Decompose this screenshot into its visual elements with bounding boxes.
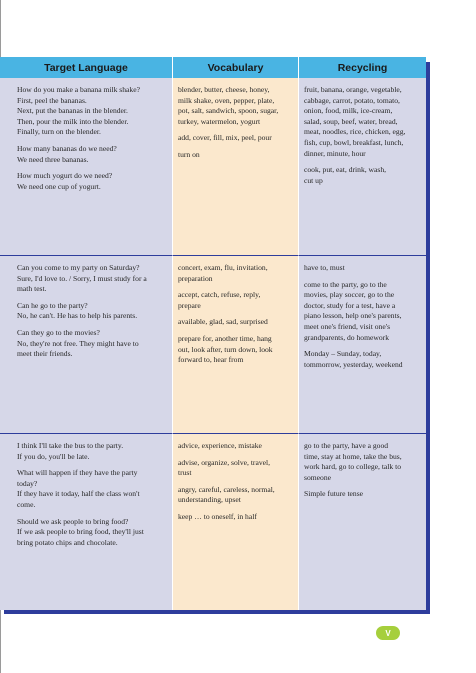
row-1-recycling <box>299 78 426 255</box>
text-line: trust <box>178 468 192 478</box>
text-line: Can they go to the movies? <box>17 327 100 337</box>
text-line: math test. <box>17 284 47 294</box>
table-shadow-right <box>426 62 430 614</box>
text-block <box>178 485 293 506</box>
row-2-recycling <box>299 255 426 433</box>
text-block <box>304 85 422 159</box>
text-line: No, he can't. He has to help his parents. <box>17 311 138 321</box>
text-line: salad, soup, beef, water, bread, <box>304 116 398 126</box>
text-block <box>178 512 293 523</box>
text-line: tommorrow, yesterday, weekend <box>304 359 403 369</box>
text-block <box>17 144 166 165</box>
text-block <box>178 441 293 452</box>
text-line: If they have it today, half the class won't <box>17 489 140 499</box>
header-recycling: Recycling <box>299 57 426 78</box>
text-line: Monday – Sunday, today, <box>304 349 382 359</box>
text-line: prepare <box>178 300 201 310</box>
text-line: Next, put the bananas in the blender. <box>17 106 128 116</box>
text-line: Simple future tense <box>304 489 364 499</box>
text-line: today? <box>17 478 38 488</box>
text-line: come. <box>17 499 36 509</box>
text-line: grandparents, do homework <box>304 332 389 342</box>
row-1-vocabulary <box>173 78 299 255</box>
text-block <box>17 468 166 510</box>
text-line: What will happen if they have the party <box>17 468 138 478</box>
text-line: have to, must <box>304 263 345 272</box>
text-line: cabbage, carrot, potato, tomato, <box>304 95 400 105</box>
text-block <box>17 301 166 322</box>
text-line: angry, careful, careless, normal, <box>178 484 275 494</box>
text-block <box>304 349 422 370</box>
text-line: meat, noodles, rice, chicken, egg, <box>304 127 406 137</box>
text-line: advise, organize, solve, travel, <box>178 457 271 467</box>
text-block <box>304 263 422 274</box>
text-line: Sure, I'd love to. / Sorry, I must study for a <box>17 273 147 283</box>
text-line: doctor, study for a test, have a <box>304 300 396 310</box>
text-block <box>178 150 293 161</box>
text-line: First, peel the bananas. <box>17 95 87 105</box>
text-line: We need one cup of yogurt. <box>17 181 101 191</box>
text-line: Can he go to the party? <box>17 300 88 310</box>
text-line: forward to, hear from <box>178 355 244 365</box>
text-line: add, cover, fill, mix, peel, pour <box>178 133 272 143</box>
page-number-badge: V <box>376 626 400 640</box>
table-shadow-bottom <box>4 610 430 614</box>
text-line: I think I'll take the bus to the party. <box>17 441 124 450</box>
text-block <box>17 441 166 462</box>
text-line: cut up <box>304 175 323 185</box>
text-line: cook, put, eat, drink, wash, <box>304 165 387 175</box>
text-line: Finally, turn on the blender. <box>17 127 101 137</box>
text-line: If we ask people to bring food, they'll just <box>17 527 144 537</box>
text-block <box>178 458 293 479</box>
text-line: We need three bananas. <box>17 154 89 164</box>
text-line: keep … to oneself, in half <box>178 511 257 521</box>
text-block <box>304 280 422 344</box>
text-line: fish, cup, bowl, breakfast, lunch, <box>304 137 404 147</box>
text-line: No, they're not free. They might have to <box>17 338 139 348</box>
text-line: accept, catch, refuse, reply, <box>178 290 261 300</box>
text-line: advice, experience, mistake <box>178 441 262 450</box>
text-line: go to the party, have a good <box>304 441 389 450</box>
text-line: Should we ask people to bring food? <box>17 516 129 526</box>
text-line: out, look after, turn down, look <box>178 344 273 354</box>
text-line: meet one's friend, visit one's <box>304 321 391 331</box>
text-line: available, glad, sad, surprised <box>178 317 268 327</box>
text-line: onion, food, milk, ice-cream, <box>304 106 393 116</box>
text-line: How many bananas do we need? <box>17 143 117 153</box>
text-block <box>178 334 293 366</box>
text-line: come to the party, go to the <box>304 279 387 289</box>
text-line: fruit, banana, orange, vegetable, <box>304 85 402 94</box>
text-line: understanding, upset <box>178 495 241 505</box>
text-line: someone <box>304 472 331 482</box>
header-vocabulary: Vocabulary <box>173 57 299 78</box>
text-line: movies, play soccer, go to the <box>304 290 395 300</box>
text-line: turkey, watermelon, yogurt <box>178 116 261 126</box>
text-line: Then, pour the milk into the blender. <box>17 116 129 126</box>
text-line: milk shake, oven, pepper, plate, <box>178 95 275 105</box>
text-block <box>178 290 293 311</box>
text-line: How much yogurt do we need? <box>17 171 113 181</box>
text-block <box>304 441 422 483</box>
text-block <box>304 489 422 500</box>
row-3-recycling <box>299 433 426 610</box>
text-line: prepare for, another time, hang <box>178 333 272 343</box>
text-line: piano lesson, help one's parents, <box>304 311 402 321</box>
text-line: Can you come to my party on Saturday? <box>17 263 140 272</box>
text-line: How do you make a banana milk shake? <box>17 85 140 94</box>
row-3-target-language <box>0 433 173 610</box>
text-block <box>17 85 166 138</box>
row-2-vocabulary <box>173 255 299 433</box>
text-line: work hard, go to college, talk to <box>304 462 402 472</box>
text-line: dinner, minute, hour <box>304 148 366 158</box>
text-block <box>17 171 166 192</box>
text-line: turn on <box>178 149 200 159</box>
text-line: concert, exam, flu, invitation, <box>178 263 268 272</box>
text-block <box>178 263 293 284</box>
text-line: bring potato chips and chocolate. <box>17 537 118 547</box>
text-line: meet their friends. <box>17 349 73 359</box>
text-line: preparation <box>178 273 213 283</box>
text-block <box>17 263 166 295</box>
text-line: pot, salt, sandwich, spoon, sugar, <box>178 106 279 116</box>
text-block <box>17 328 166 360</box>
text-block <box>178 133 293 144</box>
text-line: If you do, you'll be late. <box>17 451 90 461</box>
row-3-vocabulary <box>173 433 299 610</box>
row-1-target-language <box>0 78 173 255</box>
header-target-language: Target Language <box>0 57 173 78</box>
text-line: time, stay at home, take the bus, <box>304 451 402 461</box>
text-block <box>178 85 293 127</box>
text-block <box>304 165 422 186</box>
text-block <box>178 317 293 328</box>
syllabus-table <box>0 57 426 610</box>
text-line: blender, butter, cheese, honey, <box>178 85 270 94</box>
text-block <box>17 517 166 549</box>
row-2-target-language <box>0 255 173 433</box>
